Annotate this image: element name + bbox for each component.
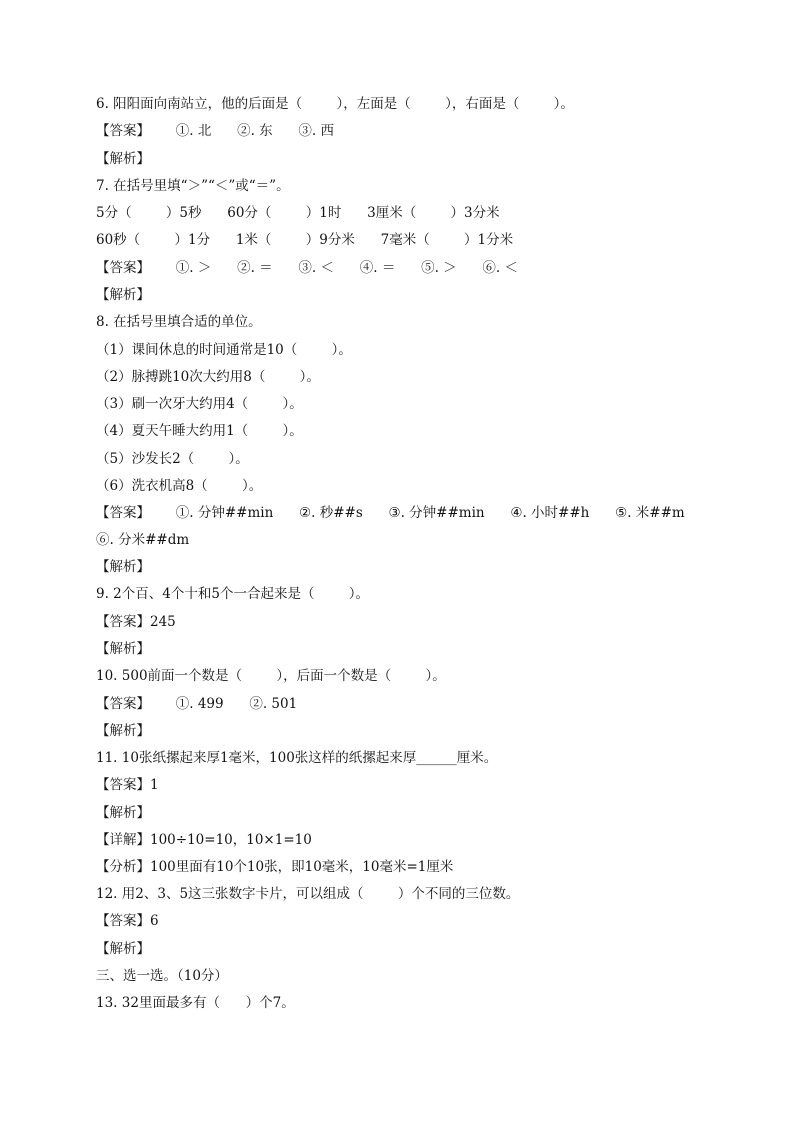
question-7: 7. 在括号里填“＞”“＜”或“＝”。 <box>96 178 290 194</box>
analysis-11: 【解析】 <box>96 805 150 821</box>
question-8-item-5: （5）沙发长2（ ）。 <box>96 451 249 467</box>
question-12: 12. 用2、3、5这三张数字卡片，可以组成（ ）个不同的三位数。 <box>96 886 520 902</box>
section-heading-choice: 三、选一选。（10分） <box>96 968 228 984</box>
question-6: 6. 阳阳面向南站立，他的后面是（ ），左面是（ ），右面是（ ）。 <box>96 96 574 112</box>
analysis-12: 【解析】 <box>96 941 150 957</box>
answer-8-continued: ⑥. 分米##dm <box>96 532 190 548</box>
question-7-row-2: 60秒（ ）1分 1米（ ）9分米 7毫米（ ）1分米 <box>96 232 514 248</box>
analysis-8: 【解析】 <box>96 559 150 575</box>
question-11: 11. 10张纸摞起来厚1毫米，100张这样的纸摞起来厚______厘米。 <box>96 750 498 766</box>
question-9: 9. 2个百、4个十和5个一合起来是（ ）。 <box>96 586 370 602</box>
question-10: 10. 500前面一个数是（ ），后面一个数是（ ）。 <box>96 668 446 684</box>
analysis-9: 【解析】 <box>96 641 150 657</box>
question-13: 13. 32里面最多有（ ）个7。 <box>96 995 295 1011</box>
explanation-11: 【分析】100里面有10个10张，即10毫米，10毫米=1厘米 <box>96 859 454 875</box>
question-8-item-4: （4）夏天午睡大约用1（ ）。 <box>96 423 303 439</box>
answer-6: 【答案】 ①. 北 ②. 东 ③. 西 <box>96 123 334 139</box>
analysis-10: 【解析】 <box>96 723 150 739</box>
answer-10: 【答案】 ①. 499 ②. 501 <box>96 696 298 712</box>
answer-9: 【答案】245 <box>96 614 176 630</box>
question-8-item-3: （3）刷一次牙大约用4（ ）。 <box>96 396 303 412</box>
answer-11: 【答案】1 <box>96 777 159 793</box>
question-8: 8. 在括号里填合适的单位。 <box>96 314 262 330</box>
answer-8: 【答案】 ①. 分钟##min ②. 秒##s ③. 分钟##min ④. 小时##h ⑤. 米##m <box>96 505 685 521</box>
question-7-row-1: 5分（ ）5秒 60分（ ）1时 3厘米（ ）3分米 <box>96 205 500 221</box>
answer-7: 【答案】 ①. ＞ ②. ＝ ③. ＜ ④. ＝ ⑤. ＞ ⑥. ＜ <box>96 260 518 276</box>
detail-11: 【详解】100÷10=10，10×1=10 <box>96 832 312 848</box>
question-8-item-1: （1）课间休息的时间通常是10（ ）。 <box>96 342 352 358</box>
question-8-item-2: （2）脉搏跳10次大约用8（ ）。 <box>96 369 320 385</box>
answer-12: 【答案】6 <box>96 913 159 929</box>
question-8-item-6: （6）洗衣机高8（ ）。 <box>96 478 263 494</box>
analysis-6: 【解析】 <box>96 151 150 167</box>
analysis-7: 【解析】 <box>96 287 150 303</box>
